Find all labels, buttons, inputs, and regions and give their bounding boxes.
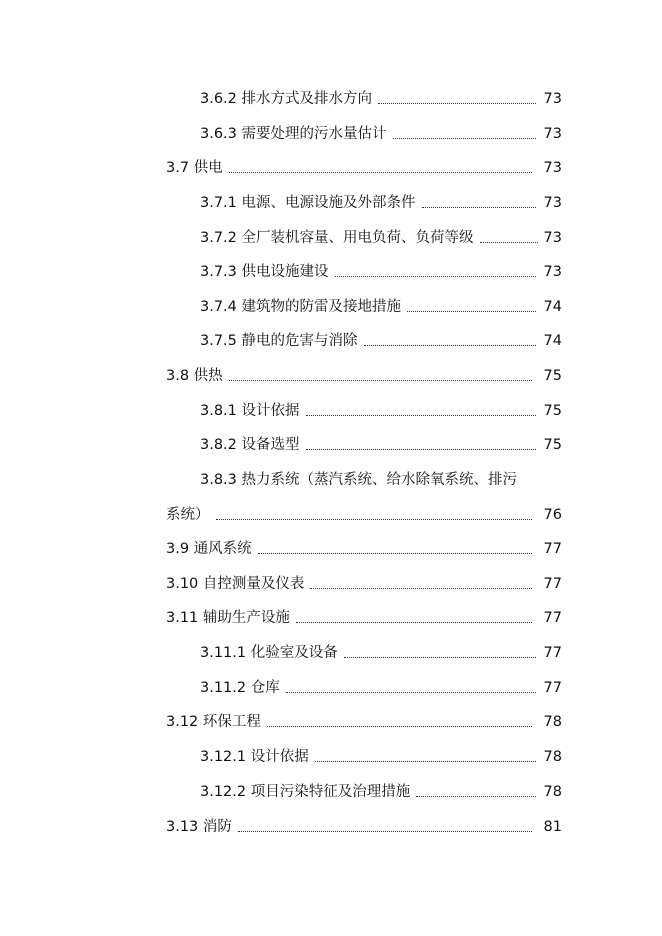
toc-entry-3-7-5[interactable] bbox=[200, 329, 562, 353]
toc-page-number: 74 bbox=[543, 299, 562, 315]
toc-entry-3-7-1[interactable] bbox=[200, 191, 562, 215]
toc-dot-leader bbox=[422, 207, 536, 208]
toc-page-number: 78 bbox=[543, 714, 562, 730]
toc-dot-leader bbox=[378, 103, 536, 104]
toc-page-number: 73 bbox=[543, 160, 562, 176]
toc-dot-leader bbox=[393, 138, 536, 139]
toc-entry-3-8-3-line2[interactable] bbox=[166, 503, 562, 527]
toc-page-number: 76 bbox=[543, 507, 562, 523]
toc-entry-label: 3.12.1 设计依据 bbox=[200, 745, 313, 769]
toc-entry-label: 3.8.2 设备选型 bbox=[200, 433, 304, 457]
toc-page-number: 74 bbox=[543, 333, 562, 349]
toc-page-number: 81 bbox=[543, 819, 562, 835]
toc-page-number: 73 bbox=[543, 230, 562, 246]
toc-entry-label: 3.11.2 仓库 bbox=[200, 676, 284, 700]
toc-entry-label: 3.6.2 排水方式及排水方向 bbox=[200, 87, 376, 111]
toc-page-number: 73 bbox=[543, 91, 562, 107]
toc-dot-leader bbox=[364, 345, 536, 346]
toc-dot-leader bbox=[315, 761, 536, 762]
toc-dot-leader bbox=[267, 726, 532, 727]
toc-page-number: 75 bbox=[543, 437, 562, 453]
toc-entry-label: 3.7.1 电源、电源设施及外部条件 bbox=[200, 191, 420, 215]
toc-entry-label: 系统） bbox=[166, 503, 214, 527]
toc-entry-3-11-2[interactable] bbox=[200, 676, 562, 700]
toc-entry-3-7-2[interactable] bbox=[200, 226, 562, 250]
toc-entry-label: 3.13 消防 bbox=[166, 815, 236, 839]
toc-entry-label: 3.8.3 热力系统（蒸汽系统、给水除氧系统、排污 bbox=[200, 472, 518, 488]
toc-entry-3-12-2[interactable] bbox=[200, 780, 562, 804]
toc-entry-label: 3.7 供电 bbox=[166, 156, 227, 180]
toc-entry-3-9[interactable] bbox=[166, 537, 562, 561]
toc-entry-label: 3.11.1 化验室及设备 bbox=[200, 641, 342, 665]
toc-entry-3-8-1[interactable] bbox=[200, 399, 562, 423]
toc-entry-label: 3.9 通风系统 bbox=[166, 537, 256, 561]
toc-dot-leader bbox=[306, 415, 536, 416]
toc-entry-label: 3.12.2 项目污染特征及治理措施 bbox=[200, 780, 414, 804]
toc-dot-leader bbox=[229, 172, 532, 173]
toc-dot-leader bbox=[335, 276, 536, 277]
toc-dot-leader bbox=[296, 622, 532, 623]
toc-dot-leader bbox=[480, 242, 538, 243]
toc-page-number: 73 bbox=[543, 195, 562, 211]
toc-entry-label: 3.12 环保工程 bbox=[166, 710, 265, 734]
toc-dot-leader bbox=[229, 380, 532, 381]
toc-entry-3-8[interactable] bbox=[166, 364, 562, 388]
toc-entry-3-8-3-line1[interactable] bbox=[200, 468, 517, 492]
toc-entry-label: 3.10 自控测量及仪表 bbox=[166, 572, 308, 596]
toc-page-number: 77 bbox=[543, 541, 562, 557]
toc-entry-3-6-3[interactable] bbox=[200, 122, 562, 146]
toc-entry-3-7-3[interactable] bbox=[200, 260, 562, 284]
toc-dot-leader bbox=[407, 311, 536, 312]
toc-dot-leader bbox=[306, 449, 536, 450]
toc-page-number: 78 bbox=[543, 784, 562, 800]
toc-entry-3-7[interactable] bbox=[166, 156, 562, 180]
toc-dot-leader bbox=[286, 692, 536, 693]
toc-entry-label: 3.8 供热 bbox=[166, 364, 227, 388]
toc-entry-3-12[interactable] bbox=[166, 710, 562, 734]
toc-page-number: 77 bbox=[543, 645, 562, 661]
toc-entry-label: 3.7.4 建筑物的防雷及接地措施 bbox=[200, 295, 405, 319]
toc-dot-leader bbox=[258, 553, 532, 554]
toc-page-number: 77 bbox=[543, 680, 562, 696]
toc-entry-label: 3.6.3 需要处理的污水量估计 bbox=[200, 122, 391, 146]
toc-page-number: 75 bbox=[543, 403, 562, 419]
toc-page-number: 77 bbox=[543, 576, 562, 592]
toc-page-number: 77 bbox=[543, 610, 562, 626]
toc-entry-label: 3.11 辅助生产设施 bbox=[166, 606, 294, 630]
toc-entry-3-11-1[interactable] bbox=[200, 641, 562, 665]
toc-entry-3-8-2[interactable] bbox=[200, 433, 562, 457]
toc-entry-3-12-1[interactable] bbox=[200, 745, 562, 769]
toc-entry-label: 3.7.5 静电的危害与消除 bbox=[200, 329, 362, 353]
toc-entry-3-6-2[interactable] bbox=[200, 87, 562, 111]
toc-dot-leader bbox=[344, 657, 536, 658]
toc-dot-leader bbox=[238, 831, 532, 832]
toc-entry-3-7-4[interactable] bbox=[200, 295, 562, 319]
toc-entry-3-10[interactable] bbox=[166, 572, 562, 596]
toc-entry-label: 3.7.2 全厂装机容量、用电负荷、负荷等级 bbox=[200, 226, 478, 250]
toc-entry-label: 3.7.3 供电设施建设 bbox=[200, 260, 333, 284]
toc-entry-3-13[interactable] bbox=[166, 815, 562, 839]
toc-page-number: 78 bbox=[543, 749, 562, 765]
toc-page-number: 73 bbox=[543, 264, 562, 280]
toc-page-number: 73 bbox=[543, 126, 562, 142]
toc-dot-leader bbox=[310, 588, 532, 589]
toc-page-number: 75 bbox=[543, 368, 562, 384]
toc-entry-label: 3.8.1 设计依据 bbox=[200, 399, 304, 423]
toc-entry-3-11[interactable] bbox=[166, 606, 562, 630]
toc-dot-leader bbox=[416, 796, 536, 797]
toc-dot-leader bbox=[216, 519, 533, 520]
